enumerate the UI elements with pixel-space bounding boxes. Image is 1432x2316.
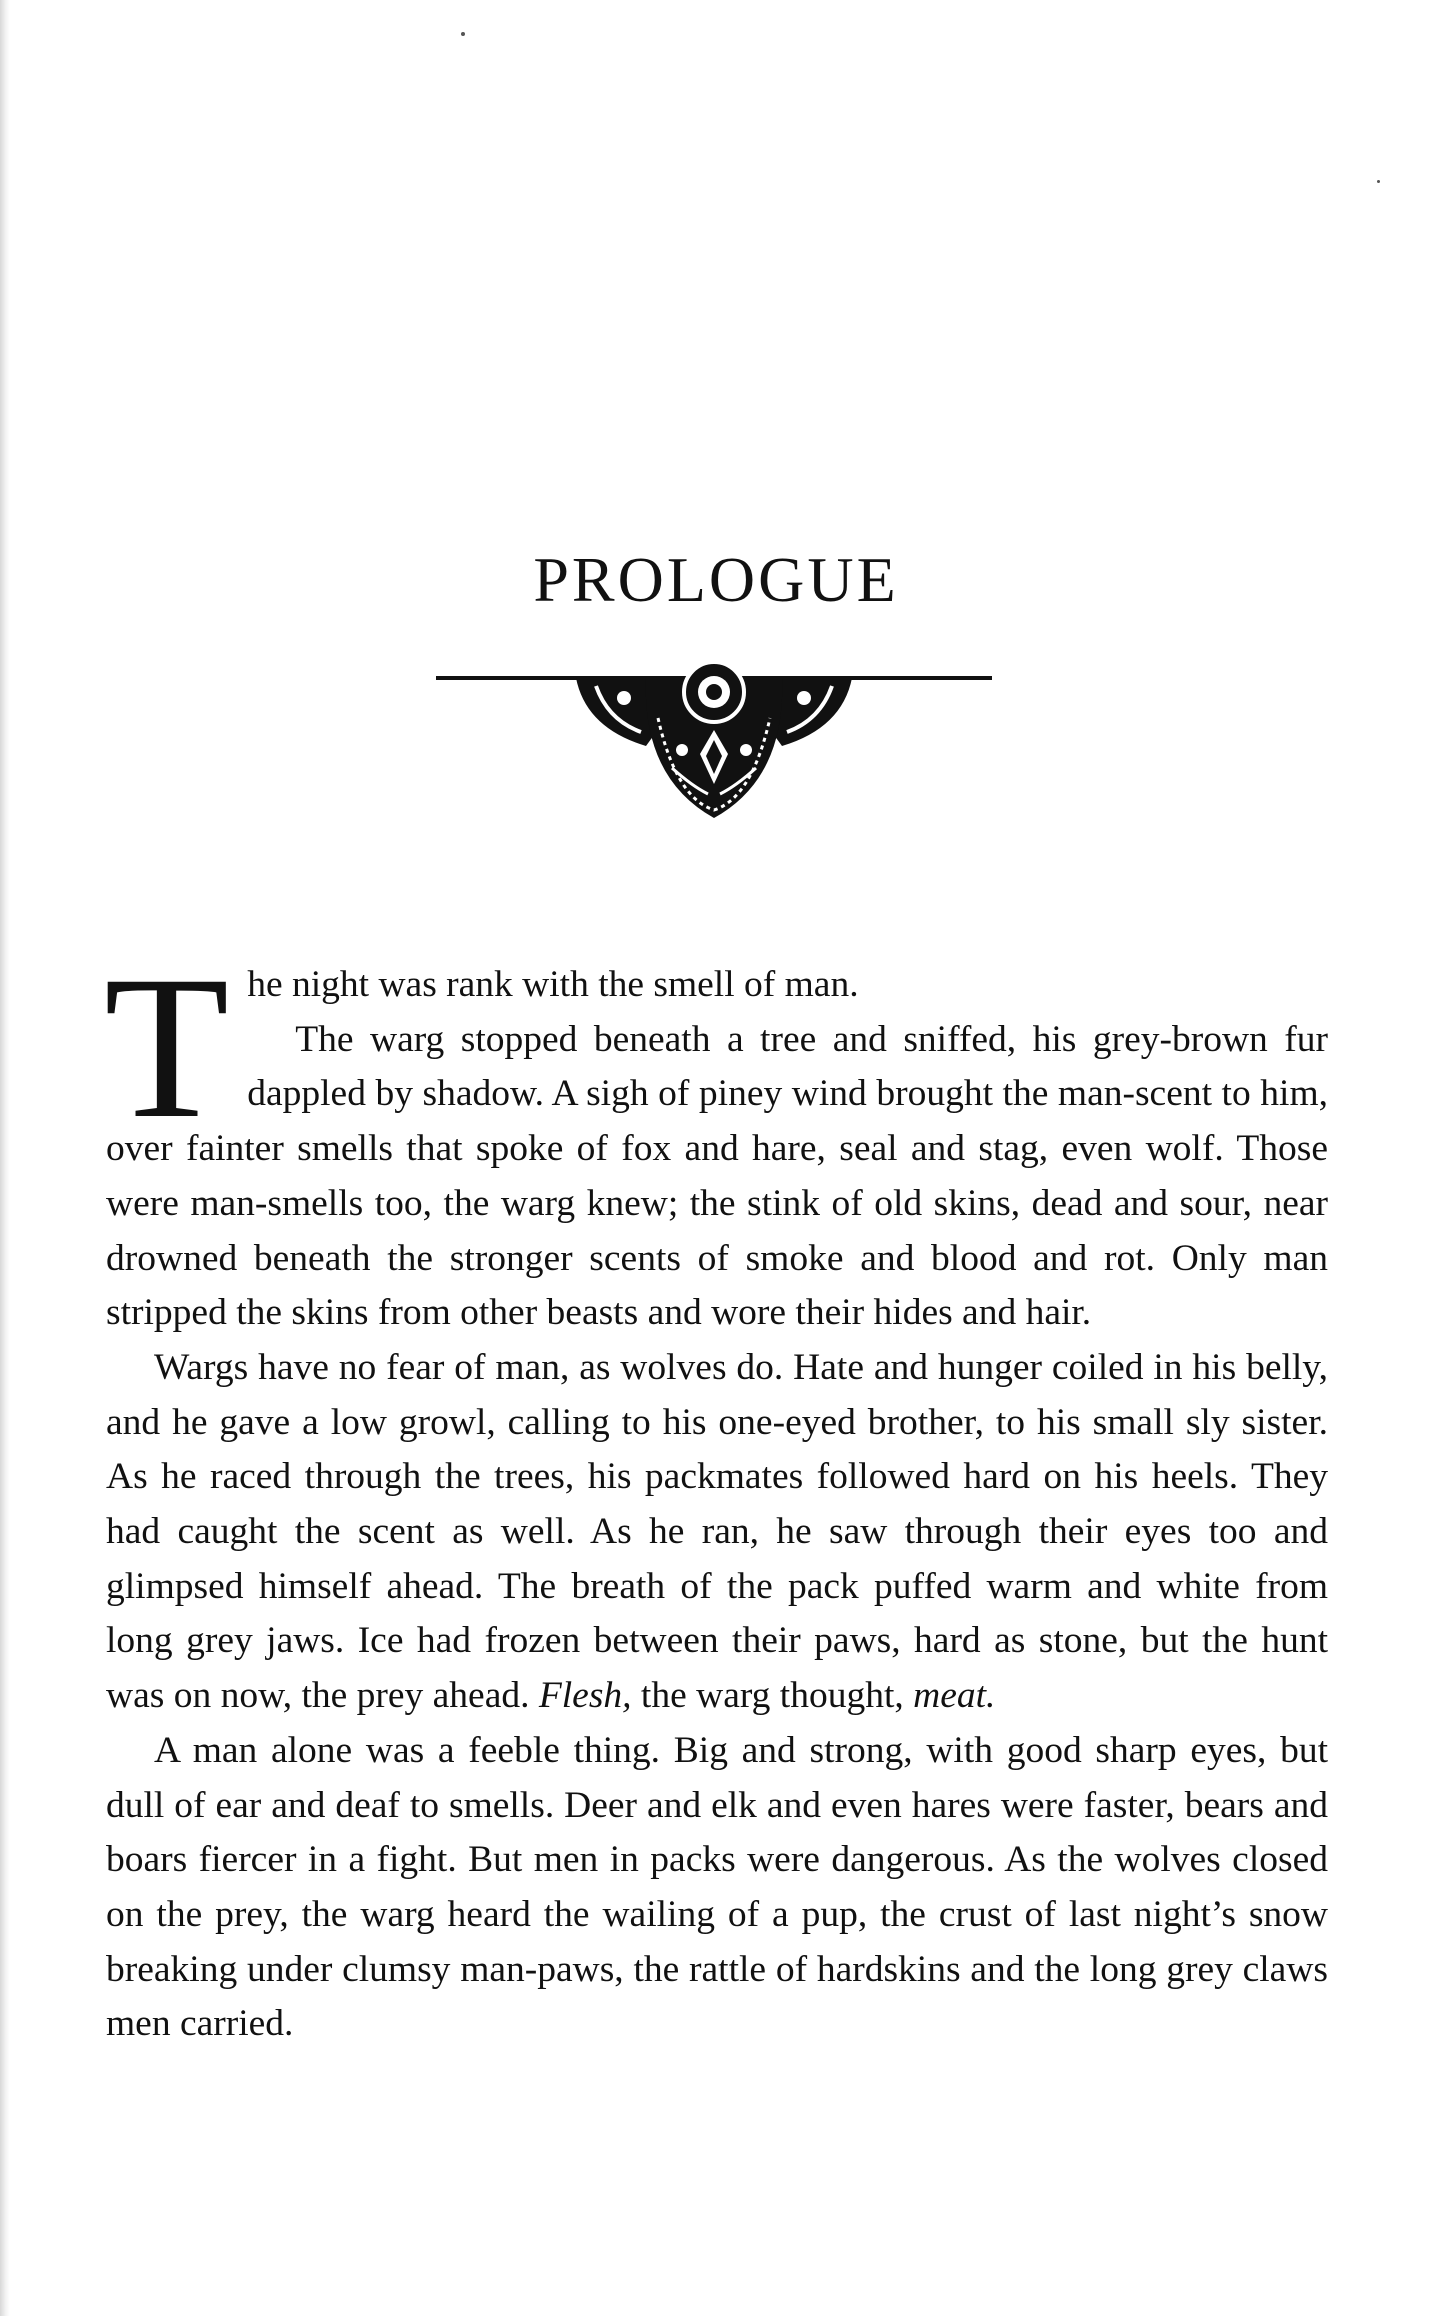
- paragraph-1: [104, 934, 1328, 1161]
- chapter-title: PROLOGUE: [533, 544, 899, 615]
- paragraph-3-mid: the warg thought,: [631, 1675, 914, 1717]
- paragraph-3-text: Wargs have no fear of man, as wolves do. Hate and hunger coiled in his belly, and he gave a low growl, calling to his one-eyed brother, to his small sly sister. As he raced through the trees, his packmates followed hard on his heels. They had caught the scent as well. As he ran, he saw through their eyes too and glimpsed himself ahead. The breath of the pack puffed warm and white from long grey jaws. Ice had frozen between their paws, hard as stone, but the hunt was on now, the prey ahead.: [106, 1346, 1328, 1717]
- drop-cap: T: [104, 934, 230, 1161]
- paragraph-3: [106, 1341, 1328, 1724]
- italic-meat: meat.: [913, 1675, 996, 1717]
- paragraph-2: The warg stopped beneath a tree and sniffed, his grey-brown fur dappled by shadow. A sigh of piney wind brought the man-scent to him, over fainter smells that spoke of fox and hare, seal and stag, even wolf. Those were man-smells too, the warg knew; the stink of old skins, dead and sour, near drowned beneath the stronger scents of smoke and blood and rot. Only man stripped the skins from other beasts and wore their hides and hair.: [106, 1018, 1328, 1334]
- paragraph-4: A man alone was a feeble thing. Big and strong, with good sharp eyes, but dull of ear and deaf to smells. Deer and elk and even hares were faster, bears and boars fiercer in a fight. But men in packs were dangerous. As the wolves closed on the prey, the warg heard the wailing of a pup, the crust of last night’s snow breaking under clumsy man-paws, the rattle of hardskins and the long grey claws men carried.: [106, 1729, 1328, 2045]
- page-edge-shadow: [0, 0, 10, 2316]
- prologue-text: [104, 934, 1328, 2052]
- fleuron-ornament-icon: [436, 658, 992, 828]
- italic-flesh: Flesh,: [538, 1675, 632, 1717]
- scan-speck: [461, 32, 465, 36]
- scan-speck: [1377, 180, 1380, 183]
- paragraph-1-text: he night was rank with the smell of man.: [247, 964, 859, 1005]
